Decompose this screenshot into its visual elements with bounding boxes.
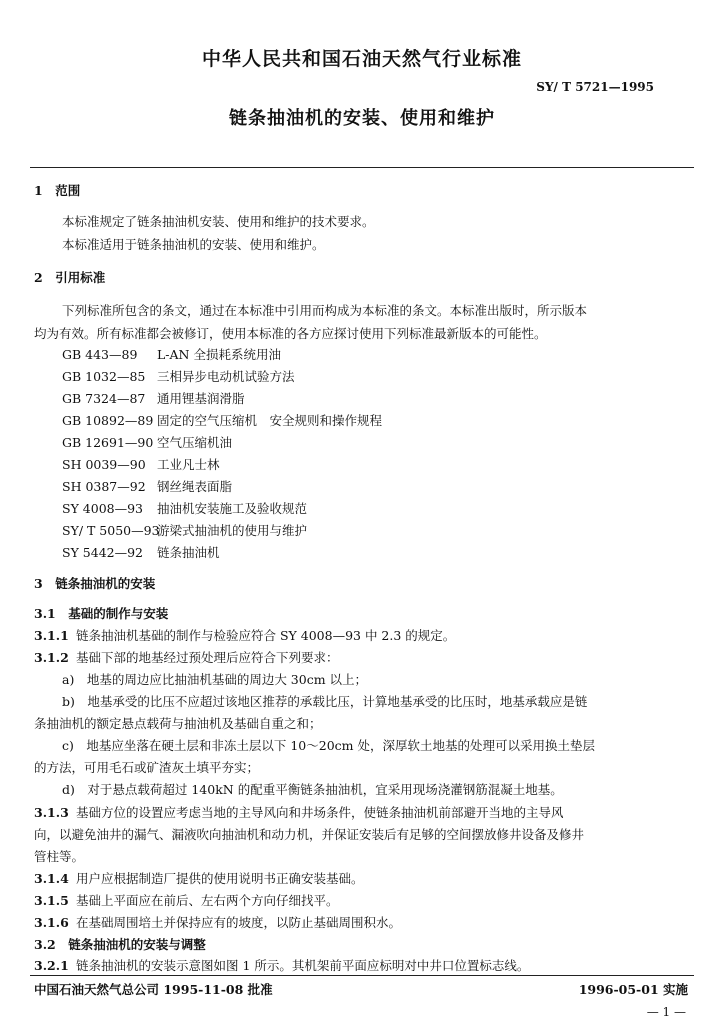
reference-code: SY 5442—92 bbox=[62, 545, 144, 560]
clause-3-1-heading: 3.1 基础的制作与安装 bbox=[34, 606, 169, 621]
reference-item bbox=[62, 479, 232, 495]
clause-number: 3.1.1 bbox=[34, 628, 69, 643]
reference-title: 固定的空气压缩机 安全规则和操作规程 bbox=[157, 413, 383, 428]
reference-title: 工业凡士林 bbox=[157, 457, 220, 472]
reference-item bbox=[62, 435, 232, 451]
reference-code: GB 12691—90 bbox=[62, 435, 154, 450]
reference-item bbox=[62, 545, 220, 561]
clause-text: 基础上平面应在前后、左右两个方向仔细找平。 bbox=[76, 893, 339, 908]
list-item-b-line-2: 条抽油机的额定悬点载荷与抽油机及基础自重之和； bbox=[34, 716, 322, 731]
section-2-intro-line-1: 下列标准所包含的条文，通过在本标准中引用而构成为本标准的条文。本标准出版时，所示版本 bbox=[62, 303, 588, 318]
reference-item bbox=[62, 501, 307, 517]
clause-text: 链条抽油机基础的制作与检验应符合 SY 4008—93 中 2.3 的规定。 bbox=[76, 628, 456, 643]
clause-number: 3.1.3 bbox=[34, 805, 69, 820]
clause-number: 3.1.2 bbox=[34, 650, 69, 665]
clause-3-1-6 bbox=[34, 915, 401, 931]
reference-title: 通用锂基润滑脂 bbox=[157, 391, 245, 406]
reference-title: 钢丝绳表面脂 bbox=[157, 479, 233, 494]
reference-title: 空气压缩机油 bbox=[157, 435, 233, 450]
list-item-d: d) 对于悬点载荷超过 140kN 的配重平衡链条抽油机，宜采用现场浇灌钢筋混凝土地基。 bbox=[62, 782, 563, 797]
clause-3-1-3-line-3: 管柱等。 bbox=[34, 849, 85, 864]
reference-item bbox=[62, 347, 281, 363]
clause-3-1-3-line-2: 向，以避免油井的漏气、漏液吹向抽油机和动力机，并保证安装后有足够的空间摆放修井设备及修井 bbox=[34, 827, 585, 842]
implementation-date: 1996-05-01 实施 bbox=[578, 982, 688, 997]
reference-title: 抽油机安装施工及验收规范 bbox=[157, 501, 308, 516]
section-1-heading: 1 范围 bbox=[34, 183, 81, 198]
reference-code: GB 7324—87 bbox=[62, 391, 146, 406]
reference-title: 三相异步电动机试验方法 bbox=[157, 369, 295, 384]
reference-item bbox=[62, 457, 220, 473]
clause-number: 3.1.5 bbox=[34, 893, 69, 908]
clause-3-1-3 bbox=[34, 805, 564, 821]
clause-3-2-1 bbox=[34, 958, 529, 974]
reference-title: L-AN 全损耗系统用油 bbox=[157, 347, 281, 362]
org-title: 中华人民共和国石油天然气行业标准 bbox=[201, 48, 522, 70]
clause-text: 用户应根据制造厂提供的使用说明书正确安装基础。 bbox=[76, 871, 364, 886]
reference-code: SH 0039—90 bbox=[62, 457, 146, 472]
page-number: — 1 — bbox=[646, 1005, 686, 1019]
reference-item bbox=[62, 369, 295, 385]
reference-code: GB 443—89 bbox=[62, 347, 138, 362]
list-item-c-line-1: c) 地基应坐落在硬土层和非冻土层以下 10～20cm 处，深厚软土地基的处理可以采用换土垫层 bbox=[62, 738, 595, 753]
clause-number: 3.1.6 bbox=[34, 915, 69, 930]
list-item-b-line-1: b) 地基承受的比压不应超过该地区推荐的承载比压，计算地基承受的比压时，地基承载应是链 bbox=[62, 694, 588, 709]
section-2-heading: 2 引用标准 bbox=[34, 270, 106, 285]
approval-date: 中国石油天然气总公司 1995-11-08 批准 bbox=[34, 982, 273, 997]
section-3-heading: 3 链条抽油机的安装 bbox=[34, 576, 156, 591]
reference-code: SY/ T 5050—93 bbox=[62, 523, 160, 538]
header-rule bbox=[30, 167, 694, 168]
clause-3-1-4 bbox=[34, 871, 364, 887]
standard-code: SY/ T 5721—1995 bbox=[536, 80, 654, 94]
reference-title: 游梁式抽油机的使用与维护 bbox=[157, 523, 308, 538]
footer-rule bbox=[30, 975, 694, 976]
reference-code: SH 0387—92 bbox=[62, 479, 146, 494]
section-2-intro-line-2: 均为有效。所有标准都会被修订，使用本标准的各方应探讨使用下列标准最新版本的可能性。 bbox=[34, 326, 547, 341]
clause-3-1-2 bbox=[34, 650, 339, 666]
reference-item bbox=[62, 391, 245, 407]
clause-3-1-1 bbox=[34, 628, 455, 644]
document-title: 链条抽油机的安装、使用和维护 bbox=[229, 108, 495, 129]
reference-code: GB 10892—89 bbox=[62, 413, 154, 428]
clause-3-1-5 bbox=[34, 893, 339, 909]
clause-number: 3.1.4 bbox=[34, 871, 69, 886]
list-item-c-line-2: 的方法，可用毛石或矿渣灰土填平夯实； bbox=[34, 760, 260, 775]
reference-title: 链条抽油机 bbox=[157, 545, 220, 560]
clause-text: 基础方位的设置应考虑当地的主导风向和井场条件，使链条抽油机前部避开当地的主导风 bbox=[76, 805, 564, 820]
clause-number: 3.2.1 bbox=[34, 958, 69, 973]
clause-3-2-heading: 3.2 链条抽油机的安装与调整 bbox=[34, 937, 206, 952]
list-item-a: a) 地基的周边应比抽油机基础的周边大 30cm 以上； bbox=[62, 672, 368, 687]
reference-code: SY 4008—93 bbox=[62, 501, 144, 516]
reference-item bbox=[62, 413, 382, 429]
section-1-para-1: 本标准规定了链条抽油机安装、使用和维护的技术要求。 bbox=[62, 214, 375, 229]
clause-text: 基础下部的地基经过预处理后应符合下列要求： bbox=[76, 650, 339, 665]
reference-item bbox=[62, 523, 307, 539]
reference-code: GB 1032—85 bbox=[62, 369, 146, 384]
clause-text: 链条抽油机的安装示意图如图 1 所示。其机架前平面应标明对中井口位置标志线。 bbox=[76, 958, 530, 973]
clause-text: 在基础周围培土并保持应有的坡度，以防止基础周围积水。 bbox=[76, 915, 402, 930]
section-1-para-2: 本标准适用于链条抽油机的安装、使用和维护。 bbox=[62, 237, 325, 252]
